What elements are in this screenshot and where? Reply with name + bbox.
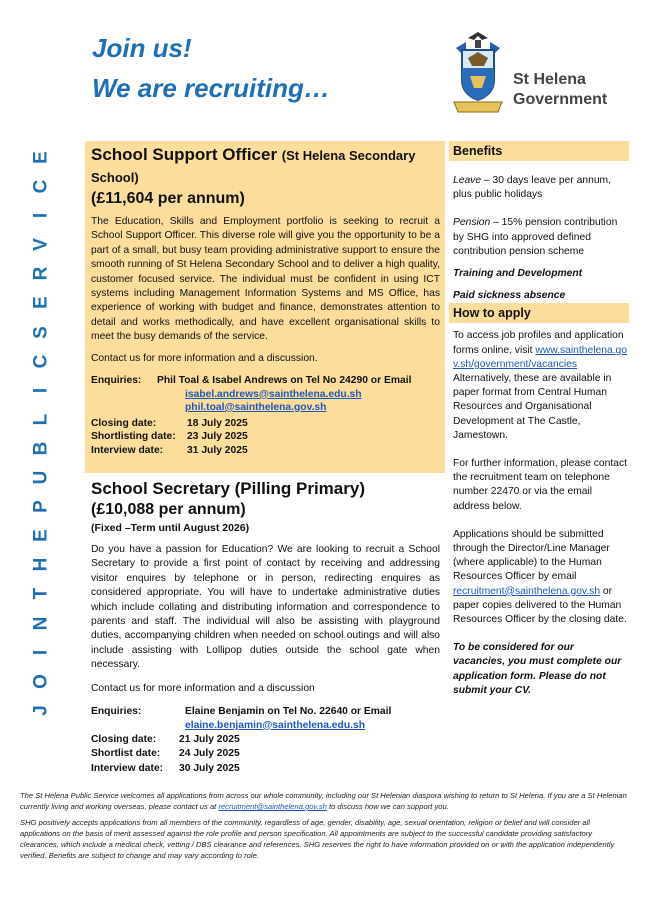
- job1-email-link-2[interactable]: phil.toal@sainthelena.gov.sh: [185, 401, 327, 413]
- vertical-banner-letter: B: [30, 441, 52, 456]
- job1-email-link-1[interactable]: isabel.andrews@sainthelena.edu.sh: [185, 388, 362, 400]
- vertical-banner-letter: H: [30, 557, 52, 572]
- benefit-leave: [449, 174, 629, 202]
- job2-term-note: (Fixed –Term until August 2026): [91, 522, 250, 534]
- apply-p3-text: Applications should be submitted through the Director/Line Manager (where applicable) to the Human Resources Officer by email: [453, 528, 610, 583]
- benefit-training-text: Training and Development: [453, 268, 583, 280]
- footer-paragraph-1: [20, 790, 632, 812]
- job2-enquiries-text: Elaine Benjamin on Tel No. 22640 or Email: [185, 705, 392, 717]
- vertical-banner-letter: C: [30, 354, 52, 369]
- footer-disclaimer: [20, 790, 632, 866]
- job2-salary: (£10,088 per annum): [91, 501, 246, 518]
- vertical-banner-letter: I: [30, 387, 52, 393]
- date-label: Interview date:: [91, 444, 164, 456]
- job1-closing-date: [91, 417, 440, 431]
- vertical-banner-letter: S: [30, 325, 52, 339]
- job2-enquiries: [91, 705, 440, 719]
- vertical-banner-letter: T: [30, 588, 52, 600]
- apply-p3-text-after: or paper copies delivered to the Human Resources Officer by the closing date.: [453, 585, 627, 626]
- coat-of-arms-logo: [446, 28, 510, 120]
- vertical-banner-letter: E: [30, 529, 52, 543]
- footer-paragraph-2: SHG positively accepts applications from all members of the community, regardless of age, gender, disability, age, sexual orientation, religion or belief and will consider all applications on the basis of merit assessed against the role profile and person specification. All appointments are subject to the successful candidate providing satisfactory clearances, which include a medical check, vetting / DBS clearance and references. SHG reserves the right to have information provided on or with the application independently verified. Benefits are subject to change and may vary according to role.: [20, 818, 615, 860]
- job2-shortlist-date: [91, 747, 440, 762]
- how-to-apply-heading: How to apply: [449, 303, 629, 323]
- date-label: Shortlist date:: [91, 748, 161, 760]
- organisation-name-line1: St Helena: [513, 71, 586, 88]
- job2-contact-line: Contact us for more information and a discussion: [91, 682, 315, 694]
- apply-paragraph-1: [449, 329, 629, 443]
- job1-enquiries-text: Phil Toal & Isabel Andrews on Tel No 24290 or Email: [157, 374, 412, 386]
- benefit-leave-text: – 30 days leave per annum, plus public holidays: [453, 175, 612, 201]
- job2-description: Do you have a passion for Education? We are looking to recruit a School Secretary to provide a first point of contact by receiving and addressing visitor enquires by telephone or in person, redirecting enquires as considered appropriate. You will have to undertake administrative duties which include collating and distributing information and correspondence to parents and staff. The individual will also be assisting with playground duties, accompanying children when needed on school outings and will also include assisting with Lollipop duties outside the school gate when necessary.: [91, 544, 440, 671]
- recruitment-email-link[interactable]: recruitment@sainthelena.gov.sh: [453, 585, 601, 597]
- vertical-banner-letter: C: [30, 179, 52, 194]
- vertical-banner-letter: N: [30, 616, 52, 630]
- vertical-banner-letter: L: [30, 413, 52, 426]
- job1-enquiries: [91, 374, 440, 388]
- footer-p1-text-after: to discuss how we can support you.: [326, 802, 449, 811]
- job-school-secretary: [85, 475, 445, 785]
- apply-paragraph-3: [449, 528, 629, 627]
- date-value: 24 July 2025: [179, 748, 240, 760]
- organisation-name: [513, 70, 607, 110]
- benefit-sickness-text: Paid sickness absence: [453, 290, 566, 302]
- vertical-banner-letter: U: [30, 470, 52, 485]
- footer-p1-text: The St Helena Public Service welcomes all applications from across our whole community, including our St Helenian diaspora wishing to return to St Helena. If you are a St Helenian currently living and working overseas, please contact us at: [20, 791, 627, 811]
- vertical-banner-letter: E: [30, 151, 52, 164]
- footer-recruitment-email-link[interactable]: recruitment@sainthelena.gov.sh: [218, 802, 327, 811]
- benefit-leave-label: Leave: [453, 175, 482, 186]
- job2-closing-date: [91, 733, 440, 748]
- date-value: 31 July 2025: [187, 444, 248, 456]
- job1-salary: (£11,604 per annum): [91, 190, 245, 207]
- apply-p4-text: To be considered for our vacancies, you must complete our application form. Please do not submit your CV.: [453, 642, 622, 696]
- date-label: Interview date:: [91, 762, 164, 774]
- job-school-support-officer: [85, 141, 445, 473]
- job2-enquiries-label: Enquiries:: [91, 705, 142, 717]
- vertical-banner: [26, 148, 56, 720]
- vertical-banner-letter: P: [30, 500, 52, 513]
- date-label: Closing date:: [91, 417, 157, 429]
- job1-title-main: School Support Officer: [91, 145, 278, 164]
- headline-recruiting: We are recruiting…: [92, 73, 330, 103]
- benefit-pension-text: – 15% pension contribution by SHG into approved defined contribution pension scheme: [453, 217, 618, 257]
- benefit-sickness: [449, 289, 629, 303]
- date-value: 23 July 2025: [187, 431, 248, 443]
- vertical-banner-letter: I: [30, 213, 52, 219]
- benefit-training: [449, 267, 629, 281]
- apply-p1-text: To access job profiles and application forms online, visit: [453, 330, 624, 356]
- vertical-banner-letter: V: [30, 238, 52, 252]
- date-value: 21 July 2025: [179, 733, 240, 745]
- vertical-banner-letter: J: [30, 705, 52, 716]
- date-value: 30 July 2025: [179, 762, 240, 774]
- job1-contact-line: Contact us for more information and a discussion.: [91, 352, 318, 364]
- date-value: 18 July 2025: [187, 417, 248, 429]
- vertical-banner-letter: E: [30, 296, 52, 310]
- apply-paragraph-2: For further information, please contact the recruitment team on telephone number 22470 or via the email address below.: [453, 458, 627, 512]
- benefit-pension: [449, 216, 629, 259]
- sidebar: [449, 141, 629, 698]
- vertical-banner-letter: I: [30, 649, 52, 655]
- date-label: Shortlisting date:: [91, 431, 176, 443]
- job1-title: [91, 144, 440, 188]
- vacancies-link[interactable]: www.sainthelena.gov.sh/government/vacancies: [453, 344, 627, 370]
- apply-p1-text-after: Alternatively, these are available in paper format from Central Human Resources and Organisational Development at The Castle, Jamestown.: [453, 373, 612, 441]
- job1-email-list: [91, 388, 440, 414]
- job1-interview-date: [91, 444, 440, 458]
- job2-dates: [91, 733, 440, 777]
- job2-email-link[interactable]: elaine.benjamin@sainthelena.edu.sh: [185, 719, 365, 731]
- benefit-pension-label: Pension: [453, 217, 491, 229]
- job1-dates: [91, 417, 440, 458]
- job2-email-list: [91, 719, 440, 732]
- date-label: Closing date:: [91, 733, 157, 745]
- job2-interview-date: [91, 762, 440, 777]
- headline-join-us: Join us!: [92, 33, 192, 63]
- job1-shortlisting-date: [91, 430, 440, 444]
- job2-title: School Secretary (Pilling Primary): [91, 479, 365, 498]
- apply-paragraph-4: [449, 641, 629, 698]
- vertical-banner-letter: O: [30, 673, 52, 689]
- job1-enquiries-label: Enquiries:: [91, 374, 142, 386]
- job1-title-suffix: (St Helena Secondary School): [91, 148, 416, 185]
- benefits-heading: Benefits: [449, 141, 629, 161]
- job1-description: The Education, Skills and Employment portfolio is seeking to recruit a School Support Officer. This diverse role will give you the opportunity to be a part of a small, but busy team providing administrative support to ensure the smooth running of St Helena Secondary School and to deliver a high quality, customer focused service. The individual must be confident in using ICT systems including Management Information Systems and MS Office, has experience of working with budget and finance, demonstrates attention to detail and works methodically, and have excellent organisational skills to meet the busy demands of the service.: [91, 216, 440, 343]
- vertical-banner-letter: R: [30, 267, 52, 281]
- organisation-name-line2: Government: [513, 91, 608, 108]
